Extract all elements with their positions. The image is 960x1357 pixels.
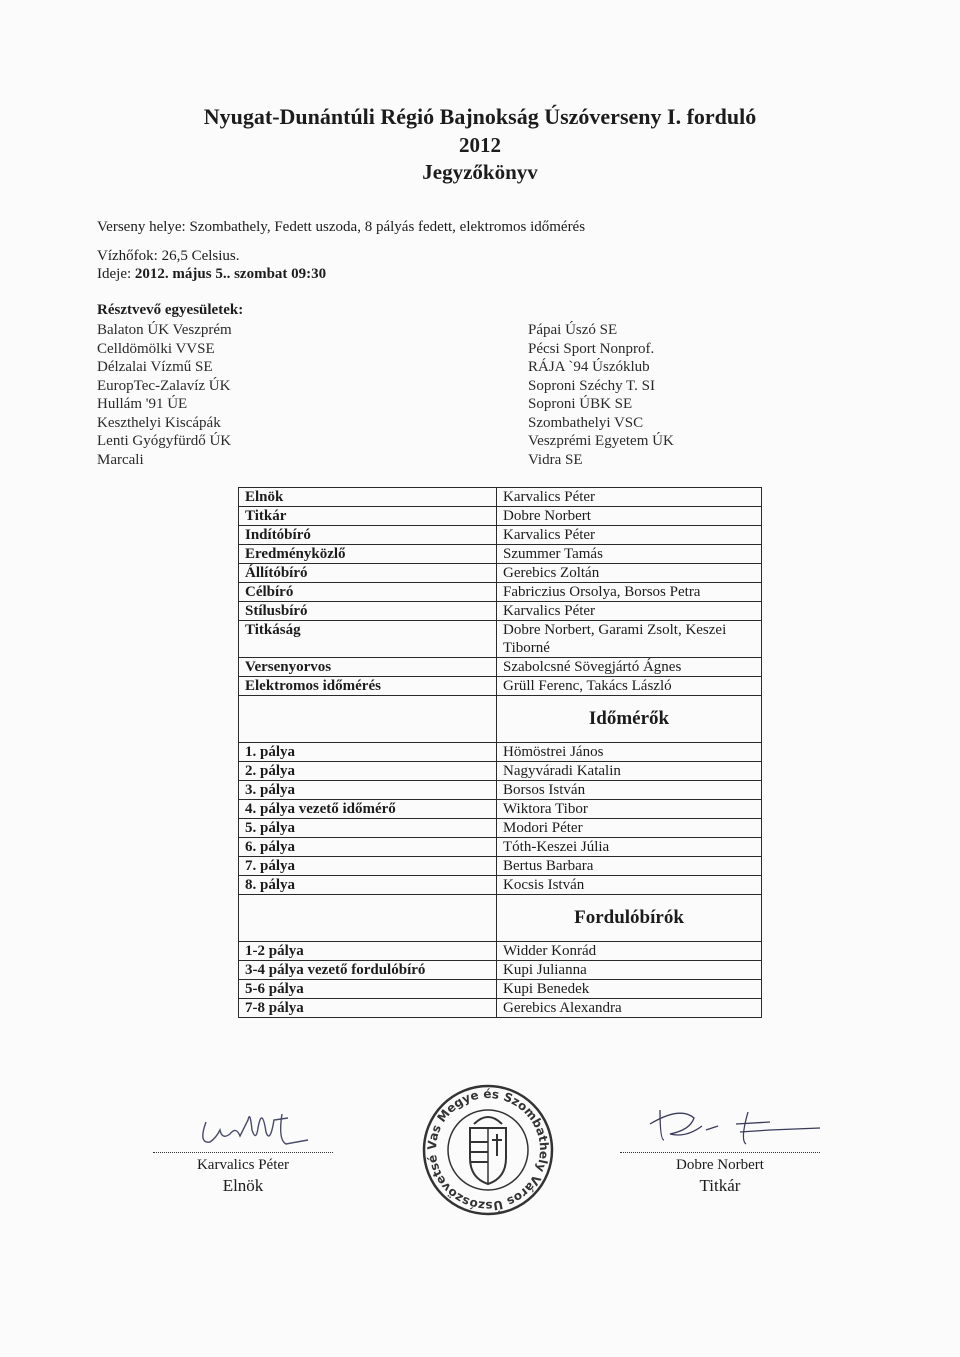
- table-row: [239, 507, 762, 526]
- name-cell: Widder Konrád: [497, 942, 762, 961]
- role-cell: Elektromos időmérés: [239, 677, 497, 696]
- role-cell: 1-2 pálya: [239, 942, 497, 961]
- official-stamp: [418, 1080, 558, 1225]
- club-item: Balaton ÚK Veszprém: [97, 322, 232, 338]
- role-cell: 3-4 pálya vezető fordulóbíró: [239, 961, 497, 980]
- name-cell: Szummer Tamás: [497, 545, 762, 564]
- role-cell: 5-6 pálya: [239, 980, 497, 999]
- role-cell: 8. pálya: [239, 876, 497, 895]
- date-value: 2012. május 5.. szombat 09:30: [134, 266, 327, 282]
- role-cell: Elnök: [239, 488, 497, 507]
- table-row: [239, 781, 762, 800]
- club-item: Délzalai Vízmű SE: [97, 359, 213, 375]
- venue-value: Szombathely, Fedett uszoda, 8 pályás fedett, elektromos időmérés: [189, 219, 586, 235]
- role-cell: 4. pálya vezető időmérő: [239, 800, 497, 819]
- club-item: Keszthelyi Kiscápák: [97, 414, 221, 431]
- club-item: Vidra SE: [528, 451, 583, 468]
- svg-text:Vas Megye és Szombathely Város: [418, 1080, 551, 1214]
- table-row: [239, 819, 762, 838]
- club-item: Celldömölki VVSE: [97, 340, 215, 357]
- club-item: Pápai Úszó SE: [528, 322, 618, 338]
- club-item: Pécsi Sport Nonprof.: [528, 340, 655, 357]
- president-name: Karvalics Péter: [196, 1157, 290, 1173]
- name-cell: Fabriczius Orsolya, Borsos Petra: [497, 583, 762, 602]
- role-cell: Célbíró: [239, 583, 497, 602]
- club-item: Soproni Széchy T. SI: [528, 377, 655, 394]
- table-row: [239, 942, 762, 961]
- officials-table: [238, 487, 762, 1018]
- water-temp-line: Vízhőfok: 26,5 Celsius.: [97, 248, 240, 264]
- name-cell: Wiktora Tibor: [497, 800, 762, 819]
- handwritten-signature: [620, 1100, 820, 1150]
- name-cell: Karvalics Péter: [497, 488, 762, 507]
- role-cell: 6. pálya: [239, 838, 497, 857]
- table-row: [239, 488, 762, 507]
- club-item: Marcali: [97, 451, 144, 468]
- role-cell: Stílusbíró: [239, 602, 497, 621]
- signature-block-president: [153, 1100, 333, 1196]
- table-row: [239, 658, 762, 677]
- club-item: Soproni ÚBK SE: [528, 396, 633, 412]
- role-cell: 3. pálya: [239, 781, 497, 800]
- role-cell: 7-8 pálya: [239, 999, 497, 1018]
- name-cell: Hömöstrei János: [497, 743, 762, 762]
- table-row: [239, 545, 762, 564]
- table-row: [239, 677, 762, 696]
- table-row: [239, 743, 762, 762]
- name-cell: Karvalics Péter: [497, 526, 762, 545]
- role-cell: Indítóbíró: [239, 526, 497, 545]
- role-cell: 2. pálya: [239, 762, 497, 781]
- name-cell: Grüll Ferenc, Takács László: [497, 677, 762, 696]
- role-cell: 1. pálya: [239, 743, 497, 762]
- table-row: [239, 857, 762, 876]
- club-item: Szombathelyi VSC: [528, 414, 644, 431]
- table-row: [239, 838, 762, 857]
- role-cell: Versenyorvos: [239, 658, 497, 677]
- clubs-list-left: [97, 321, 232, 469]
- name-cell: Dobre Norbert: [497, 507, 762, 526]
- table-row: [239, 602, 762, 621]
- club-item: RÁJA `94 Úszóklub: [528, 359, 650, 375]
- club-item: Veszprémi Egyetem ÚK: [528, 433, 674, 449]
- clubs-list-right: [528, 321, 674, 469]
- stamp-seal-icon: [418, 1080, 558, 1220]
- name-cell: Gerebics Alexandra: [497, 999, 762, 1018]
- table-row: [239, 621, 762, 658]
- document-year: 2012: [459, 133, 501, 157]
- name-cell: Nagyváradi Katalin: [497, 762, 762, 781]
- role-cell: Titkár: [239, 507, 497, 526]
- club-item: EuropTec-Zalavíz ÚK: [97, 377, 231, 394]
- club-item: Lenti Gyógyfürdő ÚK: [97, 433, 232, 449]
- name-cell: Kupi Benedek: [497, 980, 762, 999]
- table-row: [239, 583, 762, 602]
- table-row: [239, 961, 762, 980]
- name-cell: Dobre Norbert, Garami Zsolt, Keszei Tiborné: [497, 621, 762, 658]
- stamp-text: Vas Megye és Szombathely Város Úszószövetsé: [424, 1086, 552, 1214]
- club-item: Hullám '91 ÚE: [97, 396, 188, 412]
- empty-cell: [239, 696, 497, 743]
- signature-block-secretary: [620, 1100, 820, 1196]
- name-cell: Karvalics Péter: [497, 602, 762, 621]
- president-role: Elnök: [222, 1176, 264, 1195]
- date-line: [97, 266, 326, 283]
- secretary-role: Titkár: [699, 1176, 741, 1195]
- name-cell: Kocsis István: [497, 876, 762, 895]
- table-row: [239, 999, 762, 1018]
- section-header-row: [239, 696, 762, 743]
- timekeepers-heading: Időmérők: [497, 696, 762, 743]
- date-label: Ideje:: [97, 266, 132, 282]
- section-header-row: [239, 895, 762, 942]
- name-cell: Borsos István: [497, 781, 762, 800]
- document-type: Jegyzőkönyv: [422, 160, 538, 184]
- document-title: Nyugat-Dunántúli Régió Bajnokság Úszóverseny I. forduló: [203, 104, 757, 129]
- venue-line: [97, 219, 585, 236]
- role-cell: 7. pálya: [239, 857, 497, 876]
- handwritten-signature: [158, 1100, 328, 1150]
- name-cell: Szabolcsné Sövegjártó Ágnes: [497, 658, 762, 677]
- venue-label: Verseny helye:: [97, 219, 186, 235]
- signature-line: [620, 1152, 820, 1153]
- role-cell: Állítóbíró: [239, 564, 497, 583]
- name-cell: Bertus Barbara: [497, 857, 762, 876]
- role-cell: Titkáság: [239, 621, 497, 658]
- secretary-name: Dobre Norbert: [676, 1157, 764, 1173]
- role-cell: Eredményközlő: [239, 545, 497, 564]
- name-cell: Tóth-Keszei Júlia: [497, 838, 762, 857]
- table-row: [239, 876, 762, 895]
- name-cell: Kupi Julianna: [497, 961, 762, 980]
- table-row: [239, 800, 762, 819]
- table-row: [239, 762, 762, 781]
- turn-judges-heading: Fordulóbírók: [497, 895, 762, 942]
- name-cell: Modori Péter: [497, 819, 762, 838]
- clubs-heading: Résztvevő egyesületek:: [97, 302, 244, 318]
- signature-line: [153, 1152, 333, 1153]
- table-row: [239, 564, 762, 583]
- role-cell: 5. pálya: [239, 819, 497, 838]
- table-row: [239, 526, 762, 545]
- name-cell: Gerebics Zoltán: [497, 564, 762, 583]
- empty-cell: [239, 895, 497, 942]
- table-row: [239, 980, 762, 999]
